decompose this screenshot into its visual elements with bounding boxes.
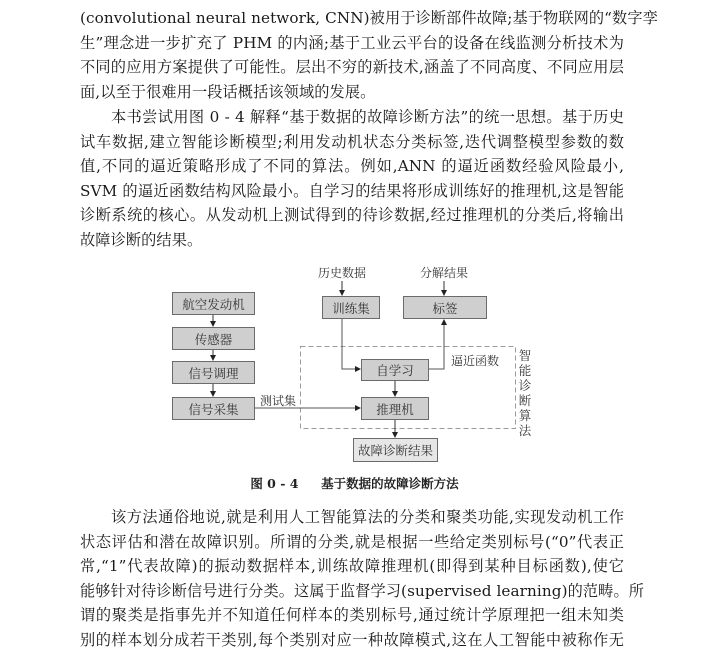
text-line: 不同的应用方案提供了可能性。层出不穷的新技术,涵盖了不同高度、不同应用层 xyxy=(80,58,624,77)
label-intelligent-diagnosis-algorithm: 智能诊断算法 xyxy=(518,348,532,438)
box-labels: 标签 xyxy=(403,296,487,319)
text-line: 诊断系统的核心。从发动机上测试得到的待诊数据,经过推理机的分类后,将输出 xyxy=(80,206,624,225)
text-line: (convolutional neural network, CNN)被用于诊断部件故障;基于物联网的“数字孪 xyxy=(80,9,658,27)
box-sensor: 传感器 xyxy=(172,327,255,350)
text-line: 状态评估和潜在故障识别。所谓的分类,就是根据一些给定类别标号(“0”代表正 xyxy=(80,532,624,551)
label-test-set: 测试集 xyxy=(260,394,297,408)
text-line: 试车数据,建立智能诊断模型;利用发动机状态分类标签,迭代调整模型参数的数 xyxy=(80,132,624,151)
text-line: 故障诊断的结果。 xyxy=(80,230,203,249)
text-line: 该方法通俗地说,就是利用人工智能算法的分类和聚类功能,实现发动机工作 xyxy=(111,508,624,526)
figure-caption xyxy=(0,474,709,492)
text-line: 面,以至于很难用一段话概括该领域的发展。 xyxy=(80,82,376,101)
caption-number: 图 0 - 4 xyxy=(250,476,299,491)
text-line: 本书尝试用图 0 - 4 解释“基于数据的故障诊断方法”的统一思想。基于历史 xyxy=(111,108,624,126)
box-self-learning: 自学习 xyxy=(361,359,429,381)
box-inference-machine: 推理机 xyxy=(361,397,429,420)
text-line: 常,“1”代表故障)的振动数据样本,训练故障推理机(即得到某种目标函数),使它 xyxy=(80,557,624,576)
box-signal-conditioning: 信号调理 xyxy=(172,361,255,384)
text-line: 别的样本划分成若干类别,每个类别对应一种故障模式,这在人工智能中被称作无 xyxy=(80,630,624,649)
arrow-training-to-self-learning xyxy=(342,319,360,369)
box-signal-acquisition: 信号采集 xyxy=(172,397,255,420)
box-training-set: 训练集 xyxy=(322,296,380,319)
box-aero-engine: 航空发动机 xyxy=(172,292,255,315)
caption-title: 基于数据的故障诊断方法 xyxy=(321,476,459,491)
arrow-self-learning-to-labels xyxy=(429,320,444,369)
text-line: 生”理念进一步扩充了 PHM 的内涵;基于工业云平台的设备在线监测分析技术为 xyxy=(80,33,624,52)
text-line: 能够针对待诊断信号进行分类。这属于监督学习(supervised learning)的范畴。所 xyxy=(80,581,645,600)
text-line: SVM 的逼近函数结构风险最小。自学习的结果将形成训练好的推理机,这是智能 xyxy=(80,181,624,200)
paragraph-classification-clustering xyxy=(80,505,645,653)
text-line: 值,不同的逼近策略形成了不同的算法。例如,ANN 的逼近函数经验风险最小, xyxy=(80,157,624,176)
label-approx-function: 逼近函数 xyxy=(451,354,500,368)
label-history-data: 历史数据 xyxy=(318,266,367,280)
box-diagnosis-result: 故障诊断结果 xyxy=(353,438,438,462)
text-line: 谓的聚类是指事先并不知道任何样本的类别标号,通过统计学原理把一组未知类 xyxy=(80,606,624,625)
label-decompose-result: 分解结果 xyxy=(420,266,469,280)
